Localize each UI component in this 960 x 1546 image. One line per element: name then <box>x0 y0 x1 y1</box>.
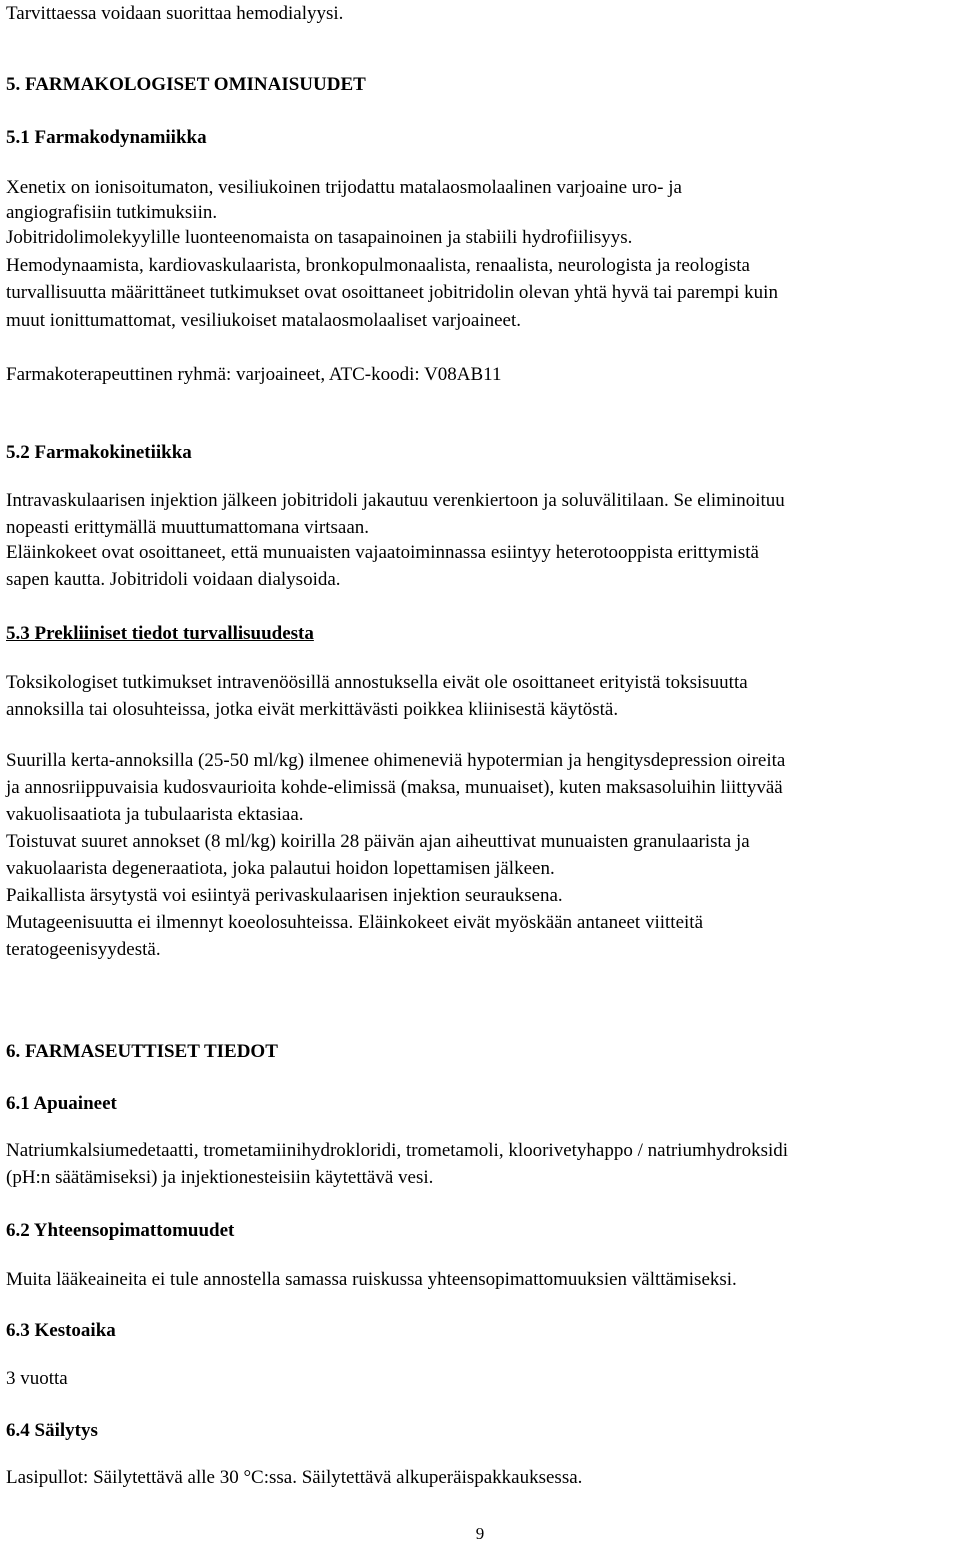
section-6-1-heading: 6.1 Apuaineet <box>6 1093 117 1114</box>
section-6-4-heading: 6.4 Säilytys <box>6 1420 98 1441</box>
page-number: 9 <box>475 1524 485 1543</box>
section-6-3-heading: 6.3 Kestoaika <box>6 1320 116 1341</box>
text-line: annoksilla tai olosuhteissa, jotka eivät merkittävästi poikkea kliinisestä käytöstä. <box>6 699 619 720</box>
text-line: Muita lääkeaineita ei tule annostella samassa ruiskussa yhteensopimattomuuksien välttämiseksi. <box>6 1269 737 1290</box>
section-5-2-heading: 5.2 Farmakokinetiikka <box>6 442 192 463</box>
text-line: Hemodynaamista, kardiovaskulaarista, bronkopulmonaalista, renaalista, neurologista ja reologista <box>6 255 750 276</box>
section-5-heading: 5. FARMAKOLOGISET OMINAISUUDET <box>6 74 366 95</box>
text-line: Jobitridolimolekyylille luonteenomaista on tasapainoinen ja stabiili hydrofiilisyys. <box>6 227 633 248</box>
atc-code-text: Farmakoterapeuttinen ryhmä: varjoaineet, ATC-koodi: V08AB11 <box>6 364 502 385</box>
text-line: vakuolisaatiota ja tubulaarista ektasiaa. <box>6 804 304 825</box>
text-line: Natriumkalsiumedetaatti, trometamiinihydrokloridi, trometamoli, kloorivetyhappo / natriumhydroksidi <box>6 1140 789 1161</box>
text-line: vakuolaarista degeneraatiota, joka palautui hoidon lopettamisen jälkeen. <box>6 858 555 879</box>
text-line: ja annosriippuvaisia kudosvaurioita kohde-elimissä (maksa, munuaiset), kuten maksasoluihin liittyvää <box>6 777 783 798</box>
text-line: 3 vuotta <box>6 1368 68 1389</box>
text-line: Eläinkokeet ovat osoittaneet, että munuaisten vajaatoiminnassa esiintyy heterotooppista erittymistä <box>6 542 759 563</box>
text-line: Suurilla kerta-annoksilla (25-50 ml/kg) ilmenee ohimeneviä hypotermian ja hengitysdepression oireita <box>6 750 786 771</box>
text-line: turvallisuutta määrittäneet tutkimukset ovat osoittaneet jobitridolin olevan yhtä hyvä tai parempi kuin <box>6 282 778 303</box>
text-line: nopeasti erittymällä muuttumattomana virtsaan. <box>6 517 370 538</box>
text-line: angiografisiin tutkimuksiin. <box>6 202 218 223</box>
text-line: muut ionittumattomat, vesiliukoiset matalaosmolaaliset varjoaineet. <box>6 310 521 331</box>
text-line: (pH:n säätämiseksi) ja injektionesteisiin käytettävä vesi. <box>6 1167 434 1188</box>
text-line: Mutageenisuutta ei ilmennyt koeolosuhteissa. Eläinkokeet eivät myöskään antaneet viitteitä <box>6 912 703 933</box>
text-line: sapen kautta. Jobitridoli voidaan dialysoida. <box>6 569 341 590</box>
text-line: teratogeenisyydestä. <box>6 939 161 960</box>
section-5-1-heading: 5.1 Farmakodynamiikka <box>6 127 207 148</box>
text-line: Toksikologiset tutkimukset intravenöösillä annostuksella eivät ole osoittaneet erityistä toksisuutta <box>6 672 748 693</box>
text-line: Xenetix on ionisoitumaton, vesiliukoinen trijodattu matalaosmolaalinen varjoaine uro- ja <box>6 177 682 198</box>
text-line: Lasipullot: Säilytettävä alle 30 °C:ssa. Säilytettävä alkuperäispakkauksessa. <box>6 1467 583 1488</box>
section-6-heading: 6. FARMASEUTTISET TIEDOT <box>6 1041 278 1062</box>
section-5-3-heading: 5.3 Prekliiniset tiedot turvallisuudesta <box>6 623 314 644</box>
intro-text: Tarvittaessa voidaan suorittaa hemodialyysi. <box>6 3 344 24</box>
text-line: Paikallista ärsytystä voi esiintyä perivaskulaarisen injektion seurauksena. <box>6 885 563 906</box>
text-line: Toistuvat suuret annokset (8 ml/kg) koirilla 28 päivän ajan aiheuttivat munuaisten granulaarista ja <box>6 831 750 852</box>
section-6-2-heading: 6.2 Yhteensopimattomuudet <box>6 1220 235 1241</box>
text-line: Intravaskulaarisen injektion jälkeen jobitridoli jakautuu verenkiertoon ja soluvälitilaan. Se eliminoituu <box>6 490 785 511</box>
